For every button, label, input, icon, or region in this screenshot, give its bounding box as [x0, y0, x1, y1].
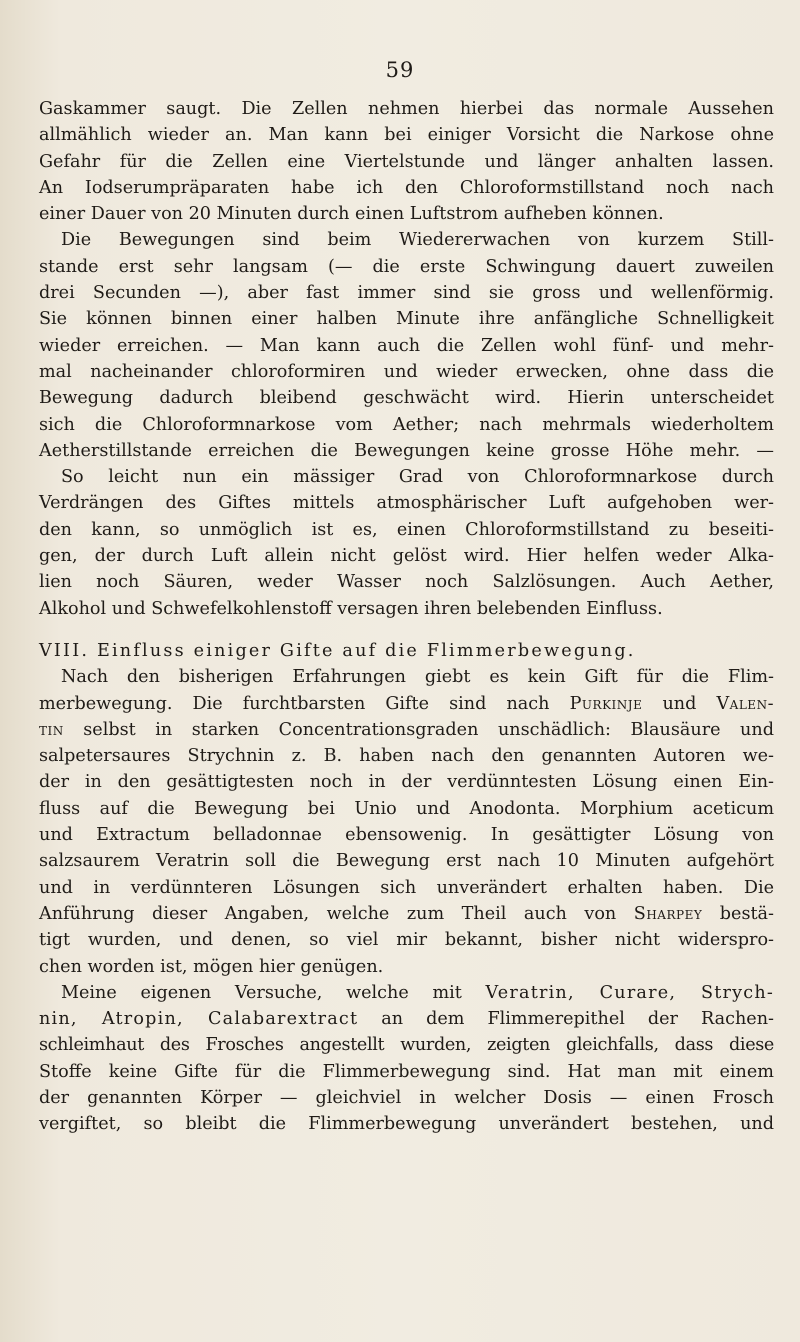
text-line: tigt wurden, und denen, so viel mir bekannt, bisher nicht widerspro- — [39, 930, 774, 951]
text-line: einer Dauer von 20 Minuten durch einen Luftstrom aufheben können. — [39, 204, 664, 225]
body-text — [39, 96, 774, 1138]
paragraph-2 — [39, 227, 774, 464]
author-name-valentin-cont: tin — [39, 719, 64, 740]
text-line: Stoffe keine Gifte für die Flimmerbewegung sind. Hat man mit einem — [39, 1061, 774, 1082]
text-line: Aetherstillstande erreichen die Bewegungen keine grosse Höhe mehr. — — [39, 440, 774, 461]
text-line — [39, 980, 774, 1006]
section-heading: VIII. Einfluss einiger Gifte auf die Flimmerbewegung. — [39, 640, 636, 661]
text-line: Nach den bisherigen Erfahrungen giebt es kein Gift für die Flim- — [61, 667, 774, 688]
text-line — [39, 691, 774, 717]
paragraph-3 — [39, 464, 774, 622]
text-line: So leicht nun ein mässiger Grad von Chloroformnarkose durch — [61, 467, 774, 488]
text-line — [39, 1006, 774, 1032]
substance-names: nin, Atropin, Calabarextract — [39, 1009, 359, 1030]
text-run: Anführung dieser Angaben, welche zum Theil auch von — [39, 903, 617, 924]
author-name-purkinje: Purkinje — [569, 693, 643, 714]
paragraph-4 — [39, 664, 774, 980]
text-line: Die Bewegungen sind beim Wiedererwachen von kurzem Still- — [61, 230, 774, 251]
text-line: den kann, so unmöglich ist es, einen Chloroformstillstand zu beseiti- — [39, 519, 774, 540]
text-line: Alkohol und Schwefelkohlenstoff versagen ihren belebenden Einfluss. — [39, 598, 663, 619]
text-line: Bewegung dadurch bleibend geschwächt wird. Hierin unterscheidet — [39, 388, 774, 409]
text-line: stande erst sehr langsam (— die erste Schwingung dauert zuweilen — [39, 256, 774, 277]
text-line: salzsaurem Veratrin soll die Bewegung erst nach 10 Minuten aufgehört — [39, 851, 774, 872]
text-line: fluss auf die Bewegung bei Unio und Anodonta. Morphium aceticum — [39, 798, 774, 819]
text-line: An Iodserumpräparaten habe ich den Chloroformstillstand noch nach — [39, 177, 774, 198]
text-line: schleimhaut des Frosches angestellt wurden, zeigten gleichfalls, dass diese — [39, 1035, 774, 1056]
text-run: selbst in starken Concentrationsgraden unschädlich: Blausäure und — [83, 719, 774, 740]
text-line: salpetersaures Strychnin z. B. haben nach den genannten Autoren we- — [39, 746, 774, 767]
text-line: vergiftet, so bleibt die Flimmerbewegung unverändert bestehen, und — [39, 1114, 774, 1135]
text-line: Gefahr für die Zellen eine Viertelstunde und länger anhalten lassen. — [39, 151, 774, 172]
text-line: Gaskammer saugt. Die Zellen nehmen hierbei das normale Aussehen — [39, 99, 774, 119]
paragraph-5 — [39, 980, 774, 1138]
author-name-sharpey: Sharpey — [633, 903, 703, 924]
text-line: Verdrängen des Giftes mittels atmosphärischer Luft aufgehoben wer- — [39, 493, 774, 514]
text-line: allmählich wieder an. Man kann bei einiger Vorsicht die Narkose ohne — [39, 125, 774, 146]
text-line: und Extractum belladonnae ebensowenig. In gesättigter Lösung von — [39, 825, 774, 846]
text-line: sich die Chloroformnarkose vom Aether; nach mehrmals wiederholtem — [39, 414, 774, 435]
text-line: wieder erreichen. — Man kann auch die Zellen wohl fünf- und mehr- — [39, 335, 774, 356]
text-line: und in verdünnteren Lösungen sich unverändert erhalten haben. Die — [39, 877, 774, 898]
text-line — [39, 901, 774, 927]
text-line: gen, der durch Luft allein nicht gelöst wird. Hier helfen weder Alka- — [39, 546, 774, 567]
text-run: und — [662, 693, 697, 714]
section-spacer — [39, 622, 774, 638]
text-line: drei Secunden —), aber fast immer sind sie gross und wellenförmig. — [39, 283, 774, 304]
substance-names: Veratrin, Curare, Strych- — [485, 982, 775, 1003]
text-run: Meine eigenen Versuche, welche mit — [61, 982, 462, 1003]
text-run: bestä- — [719, 903, 774, 924]
text-run: an dem Flimmerepithel der Rachen- — [381, 1009, 774, 1030]
paragraph-1 — [39, 96, 774, 227]
text-run: merbewegung. Die furchtbarsten Gifte sind nach — [39, 693, 550, 714]
text-line: chen worden ist, mögen hier genügen. — [39, 956, 384, 977]
page-number: 59 — [385, 58, 415, 82]
text-line: Sie können binnen einer halben Minute ihre anfängliche Schnelligkeit — [39, 309, 774, 330]
text-line: der in den gesättigtesten noch in der verdünntesten Lösung einen Ein- — [39, 772, 774, 793]
text-line: mal nacheinander chloroformiren und wieder erwecken, ohne dass die — [39, 361, 774, 382]
author-name-valentin: Valen- — [716, 693, 775, 714]
text-line — [39, 717, 774, 743]
text-line: lien noch Säuren, weder Wasser noch Salzlösungen. Auch Aether, — [39, 572, 774, 593]
text-line: der genannten Körper — gleichviel in welcher Dosis — einen Frosch — [39, 1087, 774, 1108]
